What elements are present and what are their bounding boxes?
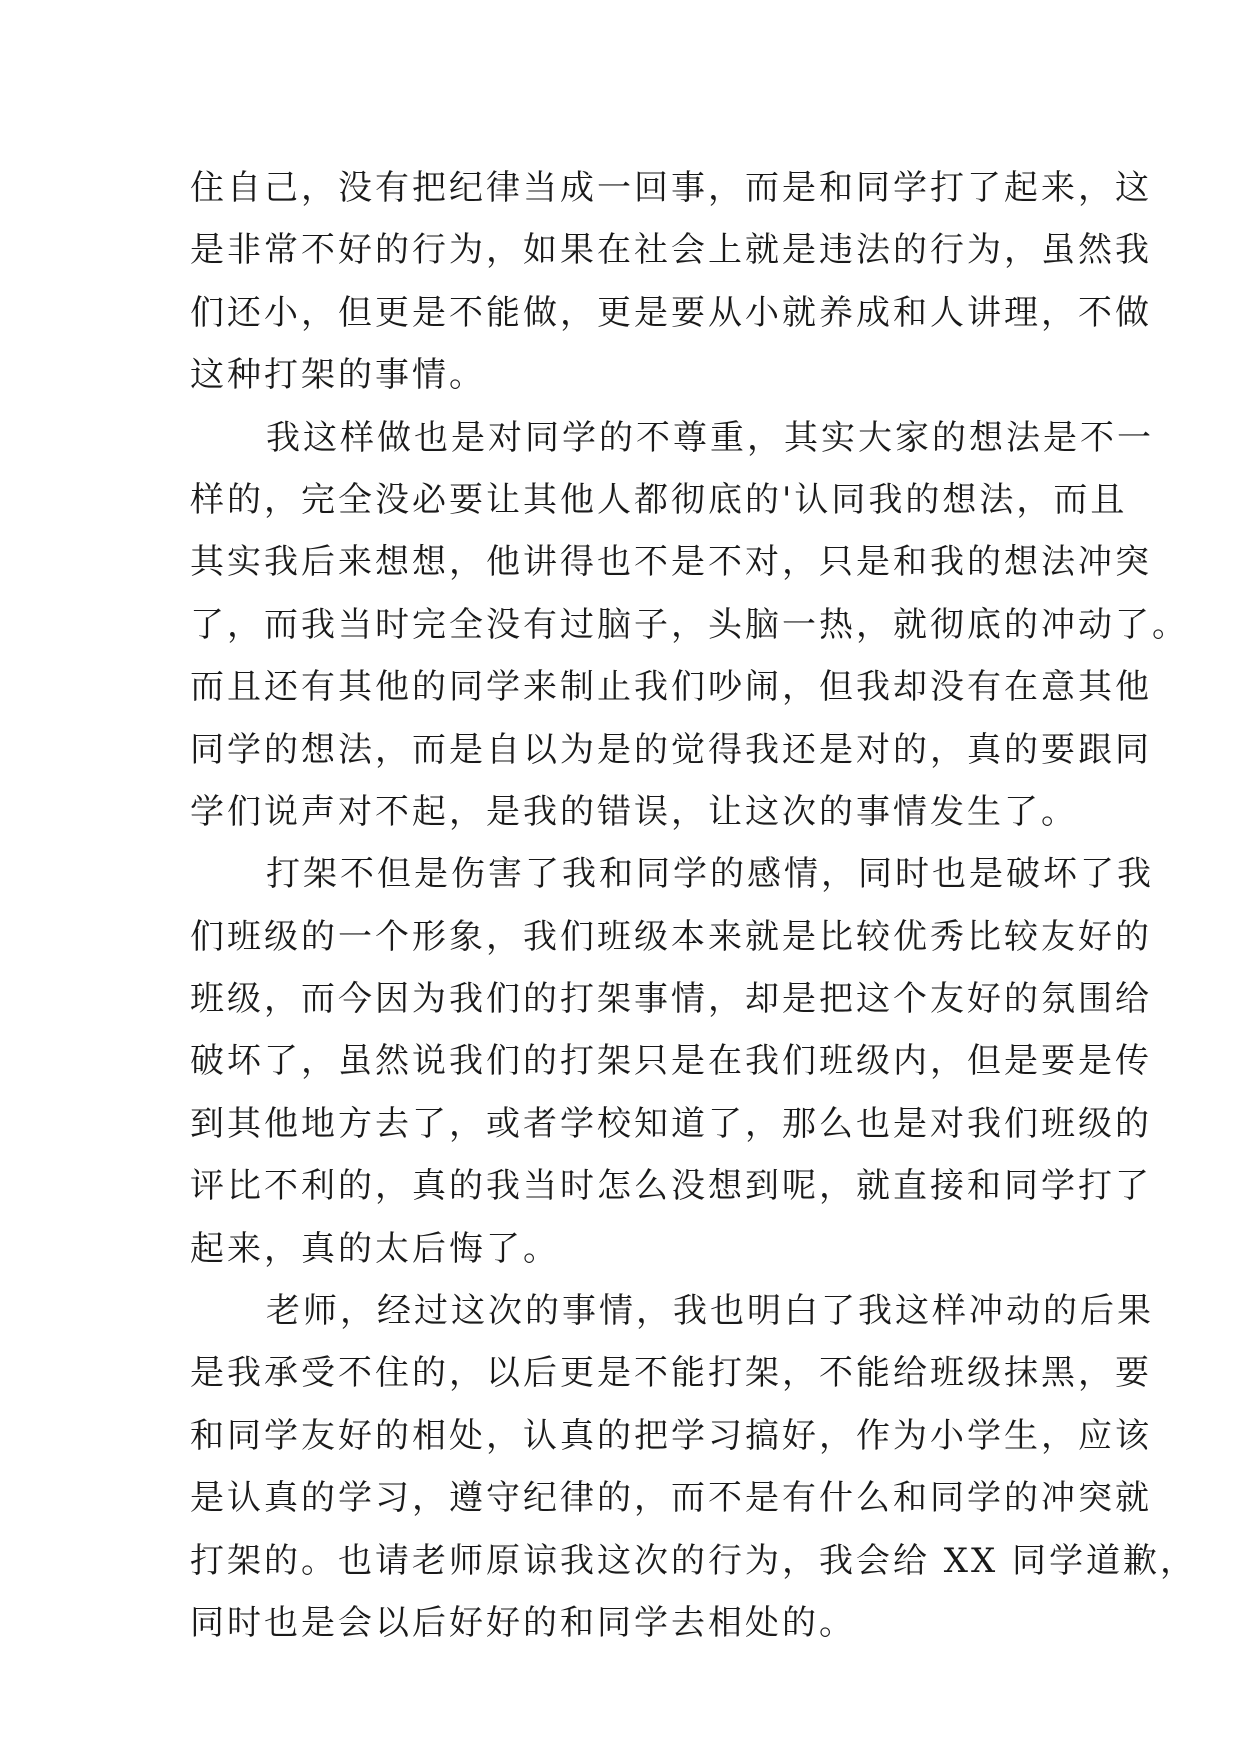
paragraph xyxy=(190,1280,1198,1654)
text-line: 班级，而今因为我们的打架事情，却是把这个友好的氛围给 xyxy=(190,979,1152,1020)
text-line: 们还小，但更是不能做，更是要从小就养成和人讲理，不做 xyxy=(190,292,1152,333)
text-line: 样的，完全没必要让其他人都彻底的'认同我的想法，而且 xyxy=(190,479,1128,520)
text-line: 同时也是会以后好好的和同学去相处的。 xyxy=(190,1602,856,1643)
text-line: 是非常不好的行为，如果在社会上就是违法的行为，虽然我 xyxy=(190,230,1152,271)
text-line: 破坏了，虽然说我们的打架只是在我们班级内，但是要是传 xyxy=(190,1041,1152,1082)
text-line: 其实我后来想想，他讲得也不是不对，只是和我的想法冲突 xyxy=(190,542,1152,583)
text-line: 打架不但是伤害了我和同学的感情，同时也是破坏了我 xyxy=(266,854,1154,895)
text-line: 老师，经过这次的事情，我也明白了我这样冲动的后果 xyxy=(266,1291,1154,1332)
text-line: 打架的。也请老师原谅我这次的行为，我会给 XX 同学道歉， xyxy=(190,1540,1198,1581)
text-line: 而且还有其他的同学来制止我们吵闹，但我却没有在意其他 xyxy=(190,667,1152,708)
text-line: 了，而我当时完全没有过脑子，头脑一热，就彻底的冲动了。 xyxy=(190,604,1189,645)
document-body xyxy=(190,157,1198,1654)
text-line: 是认真的学习，遵守纪律的，而不是有什么和同学的冲突就 xyxy=(190,1478,1152,1519)
text-line: 起来，真的太后悔了。 xyxy=(190,1228,560,1269)
text-line: 这种打架的事情。 xyxy=(190,355,486,396)
text-line: 是我承受不住的，以后更是不能打架，不能给班级抹黑，要 xyxy=(190,1353,1152,1394)
text-line: 评比不利的，真的我当时怎么没想到呢，就直接和同学打了 xyxy=(190,1166,1152,1207)
paragraph xyxy=(190,407,1189,844)
paragraph xyxy=(190,157,1152,407)
text-line: 们班级的一个形象，我们班级本来就是比较优秀比较友好的 xyxy=(190,916,1152,957)
paragraph xyxy=(190,843,1154,1280)
text-line: 我这样做也是对同学的不尊重，其实大家的想法是不一 xyxy=(266,417,1154,458)
text-line: 住自己，没有把纪律当成一回事，而是和同学打了起来，这 xyxy=(190,168,1152,208)
text-line: 学们说声对不起，是我的错误，让这次的事情发生了。 xyxy=(190,791,1078,832)
text-line: 同学的想法，而是自以为是的觉得我还是对的，真的要跟同 xyxy=(190,729,1152,770)
text-line: 到其他地方去了，或者学校知道了，那么也是对我们班级的 xyxy=(190,1103,1152,1144)
text-line: 和同学友好的相处，认真的把学习搞好，作为小学生，应该 xyxy=(190,1415,1152,1456)
